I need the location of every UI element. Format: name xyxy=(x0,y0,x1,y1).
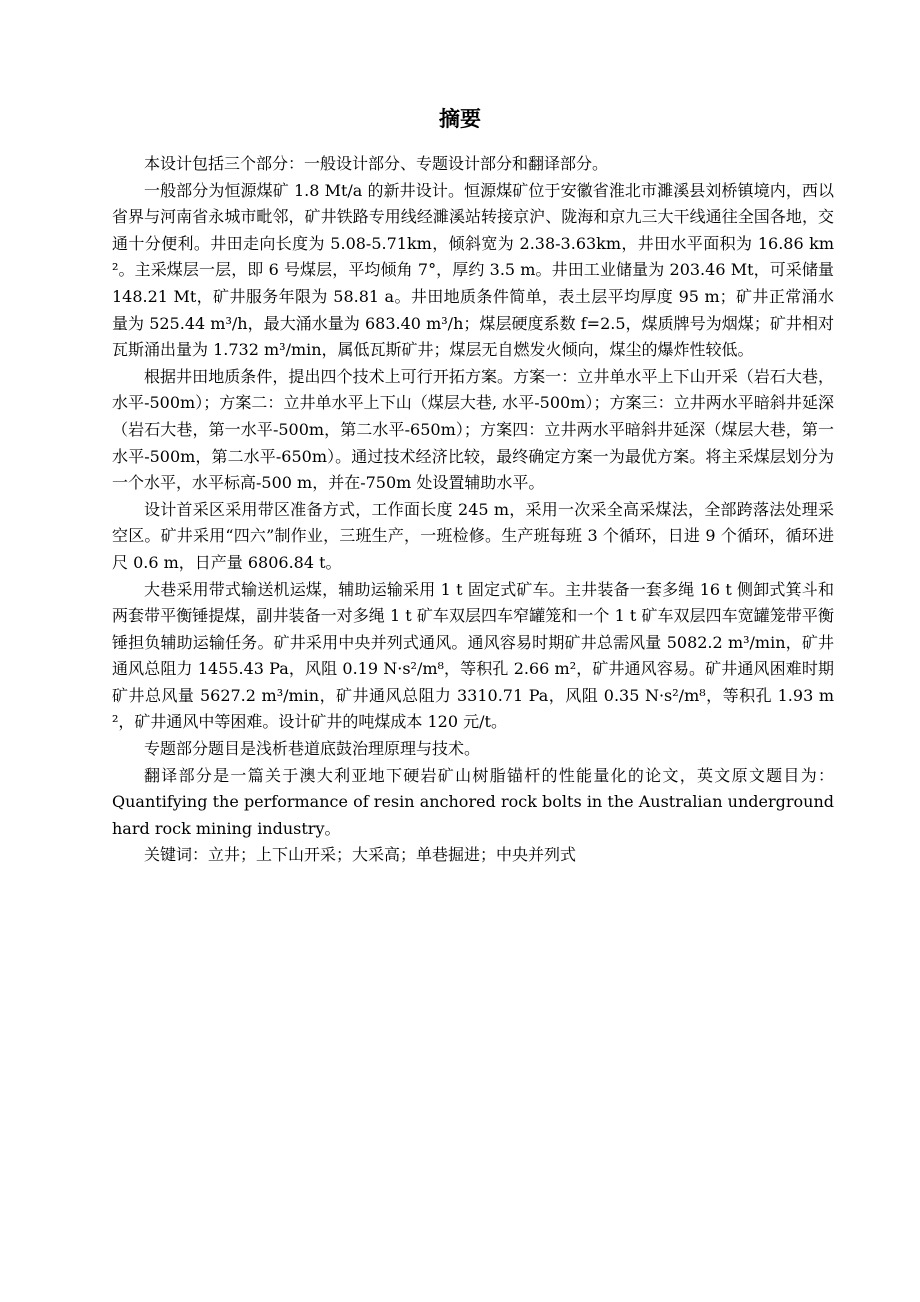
paragraph-development-schemes: 根据井田地质条件，提出四个技术上可行开拓方案。方案一：立井单水平上下山开采（岩石大巷，水平-500m）；方案二：立井单水平上下山（煤层大巷, 水平-500m）；方案三：立井两水平暗斜井延深（岩石大巷，第一水平-500m，第二水平-650m）；方案四：立井两水平暗斜井延深（煤层大巷，第一水平-500m，第二水平-650m）。通过技术经济比较，最终确定方案一为最优方案。将主采煤层划分为一个水平，水平标高-500 m，并在-750m 处设置辅助水平。 xyxy=(112,366,834,493)
paragraph-transport-ventilation: 大巷采用带式输送机运煤，辅助运输采用 1 t 固定式矿车。主井装备一套多绳 16 t 侧卸式箕斗和两套带平衡锤提煤，副井装备一对多绳 1 t 矿车双层四车窄罐笼和一个 1 t 矿车双层四车宽罐笼带平衡锤担负辅助运输任务。矿井采用中央并列式通风。通风容易时期矿井总需风量 5082.2 m³/min，矿井通风总阻力 1455.43 Pa，风阻 0.19 N·s²/m⁸，等积孔 2.66 m²，矿井通风容易。矿井通风困难时期矿井总风量 5627.2 m³/min，矿井通风总阻力 3310.71 Pa，风阻 0.35 N·s²/m⁸，等积孔 1.93 m²，矿井通风中等困难。设计矿井的吨煤成本 120 元/t。 xyxy=(112,579,834,732)
paragraph-general-design: 一般部分为恒源煤矿 1.8 Mt/a 的新井设计。恒源煤矿位于安徽省淮北市濉溪县刘桥镇境内，西以省界与河南省永城市毗邻，矿井铁路专用线经濉溪站转接京沪、陇海和京九三大干线通往全国各地，交通十分便利。井田走向长度为 5.08-5.71km，倾斜宽为 2.38-3.63km，井田水平面积为 16.86 km²。主采煤层一层，即 6 号煤层，平均倾角 7°，厚约 3.5 m。井田工业储量为 203.46 Mt，可采储量 148.21 Mt，矿井服务年限为 58.81 a。井田地质条件简单，表土层平均厚度 95 m；矿井正常涌水量为 525.44 m³/h，最大涌水量为 683.40 m³/h；煤层硬度系数 f=2.5，煤质牌号为烟煤；矿井相对瓦斯涌出量为 1.732 m³/min，属低瓦斯矿井；煤层无自燃发火倾向，煤尘的爆炸性较低。 xyxy=(112,180,834,360)
abstract-body xyxy=(112,151,834,869)
page-title: 摘要 xyxy=(439,107,481,131)
paragraph-translation: 翻译部分是一篇关于澳大利亚地下硬岩矿山树脂锚杆的性能量化的论文，英文原文题目为：Quantifying the performance of resin anchored rock bolts in the Australian underground hard rock mining industry。 xyxy=(112,765,834,838)
paragraph-overview: 本设计包括三个部分：一般设计部分、专题设计部分和翻译部分。 xyxy=(144,154,609,173)
paragraph-mining-method: 设计首采区采用带区准备方式，工作面长度 245 m，采用一次采全高采煤法，全部跨落法处理采空区。矿井采用“四六”制作业，三班生产，一班检修。生产班每班 3 个循环，日进 9 个循环，循环进尺 0.6 m，日产量 6806.84 t。 xyxy=(112,499,834,572)
paragraph-keywords: 关键词：立井；上下山开采；大采高；单巷掘进；中央并列式 xyxy=(144,845,577,865)
paragraph-special-topic: 专题部分题目是浅析巷道底鼓治理原理与技术。 xyxy=(144,739,481,759)
